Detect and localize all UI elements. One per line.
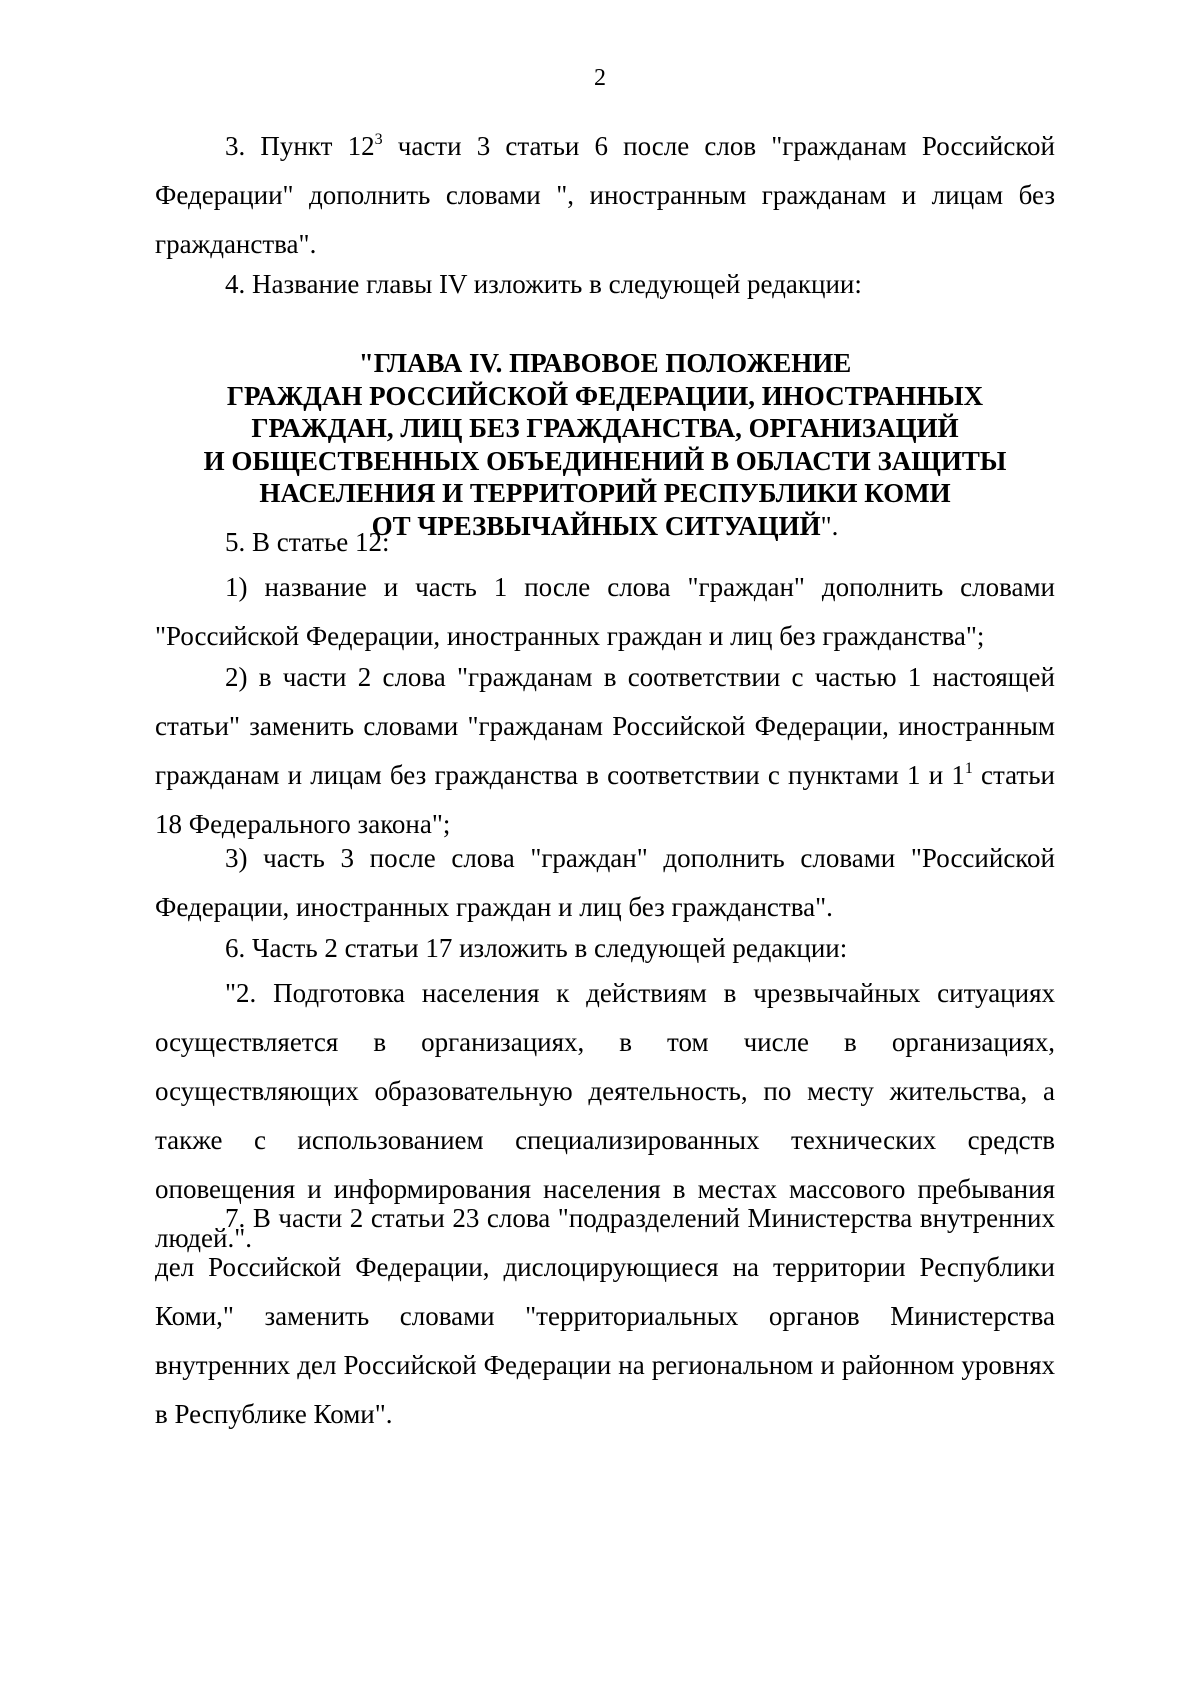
paragraph-item-7: 7. В части 2 статьи 23 слова "подразделений Министерства внутренних дел Российской Федерации, дислоцирующиеся на территории Республики Коми," заменить словами "территориальных органов Министерства внутренних дел Российской Федерации на региональном и районном уровнях в Республике Коми". [155, 1203, 1055, 1429]
item-5-2-superscript: 1 [964, 760, 973, 777]
paragraph-item-3 [155, 122, 1055, 269]
paragraph-item-6-quote: "2. Подготовка населения к действиям в чрезвычайных ситуациях осуществляется в организациях, в том числе в организациях, осуществляющих образовательную деятельность, по месту жительства, а также с использованием специализированных технических средств оповещения и информирования населения в местах массового пребывания людей.". [155, 978, 1055, 1253]
paragraph-item-6: 6. Часть 2 статьи 17 изложить в следующей редакции: [225, 933, 848, 963]
chapter-heading-closing-quote: ". [820, 510, 839, 541]
chapter-heading-line-4: И ОБЩЕСТВЕННЫХ ОБЪЕДИНЕНИЙ В ОБЛАСТИ ЗАЩИТЫ [203, 445, 1007, 476]
paragraph-item-5-3: 3) часть 3 после слова "граждан" дополнить словами "Российской Федерации, иностранных граждан и лиц без гражданства". [155, 843, 1055, 922]
paragraph-item-4: 4. Название главы IV изложить в следующей редакции: [225, 269, 862, 299]
chapter-heading-line-5: НАСЕЛЕНИЯ И ТЕРРИТОРИЙ РЕСПУБЛИКИ КОМИ [259, 478, 951, 508]
paragraph-item-5-1: 1) название и часть 1 после слова "граждан" дополнить словами "Российской Федерации, иностранных граждан и лиц без гражданства"; [155, 572, 1055, 651]
item-3-text-end: части 3 статьи 6 после слов "гражданам Российской Федерации" дополнить словами ", иностранным гражданам и лицам без гражданства". [155, 131, 1055, 259]
item-3-superscript: 3 [374, 131, 383, 148]
paragraph-item-5: 5. В статье 12: [225, 527, 390, 557]
chapter-heading-line-2: ГРАЖДАН РОССИЙСКОЙ ФЕДЕРАЦИИ, ИНОСТРАННЫХ [226, 380, 984, 411]
chapter-heading-line-3: ГРАЖДАН, ЛИЦ БЕЗ ГРАЖДАНСТВА, ОРГАНИЗАЦИЙ [251, 413, 959, 443]
item-5-2-text-start: 2) в части 2 слова "гражданам в соответствии с частью 1 настоящей статьи" заменить словами "гражданам Российской Федерации, иностранным гражданам и лицам без гражданства в соответствии с пунктами 1 и 1 [155, 662, 1055, 790]
paragraph-item-5-2 [155, 653, 1055, 849]
item-5-2-text-end: статьи 18 Федерального закона"; [155, 760, 1055, 839]
item-3-text-start: 3. Пункт 12 [225, 131, 375, 161]
chapter-heading-line-6-text: ОТ ЧРЕЗВЫЧАЙНЫХ СИТУАЦИЙ [371, 510, 821, 541]
page-number: 2 [594, 65, 606, 91]
chapter-heading [155, 347, 1055, 542]
chapter-heading-line-1: "ГЛАВА IV. ПРАВОВОЕ ПОЛОЖЕНИЕ [358, 348, 852, 378]
